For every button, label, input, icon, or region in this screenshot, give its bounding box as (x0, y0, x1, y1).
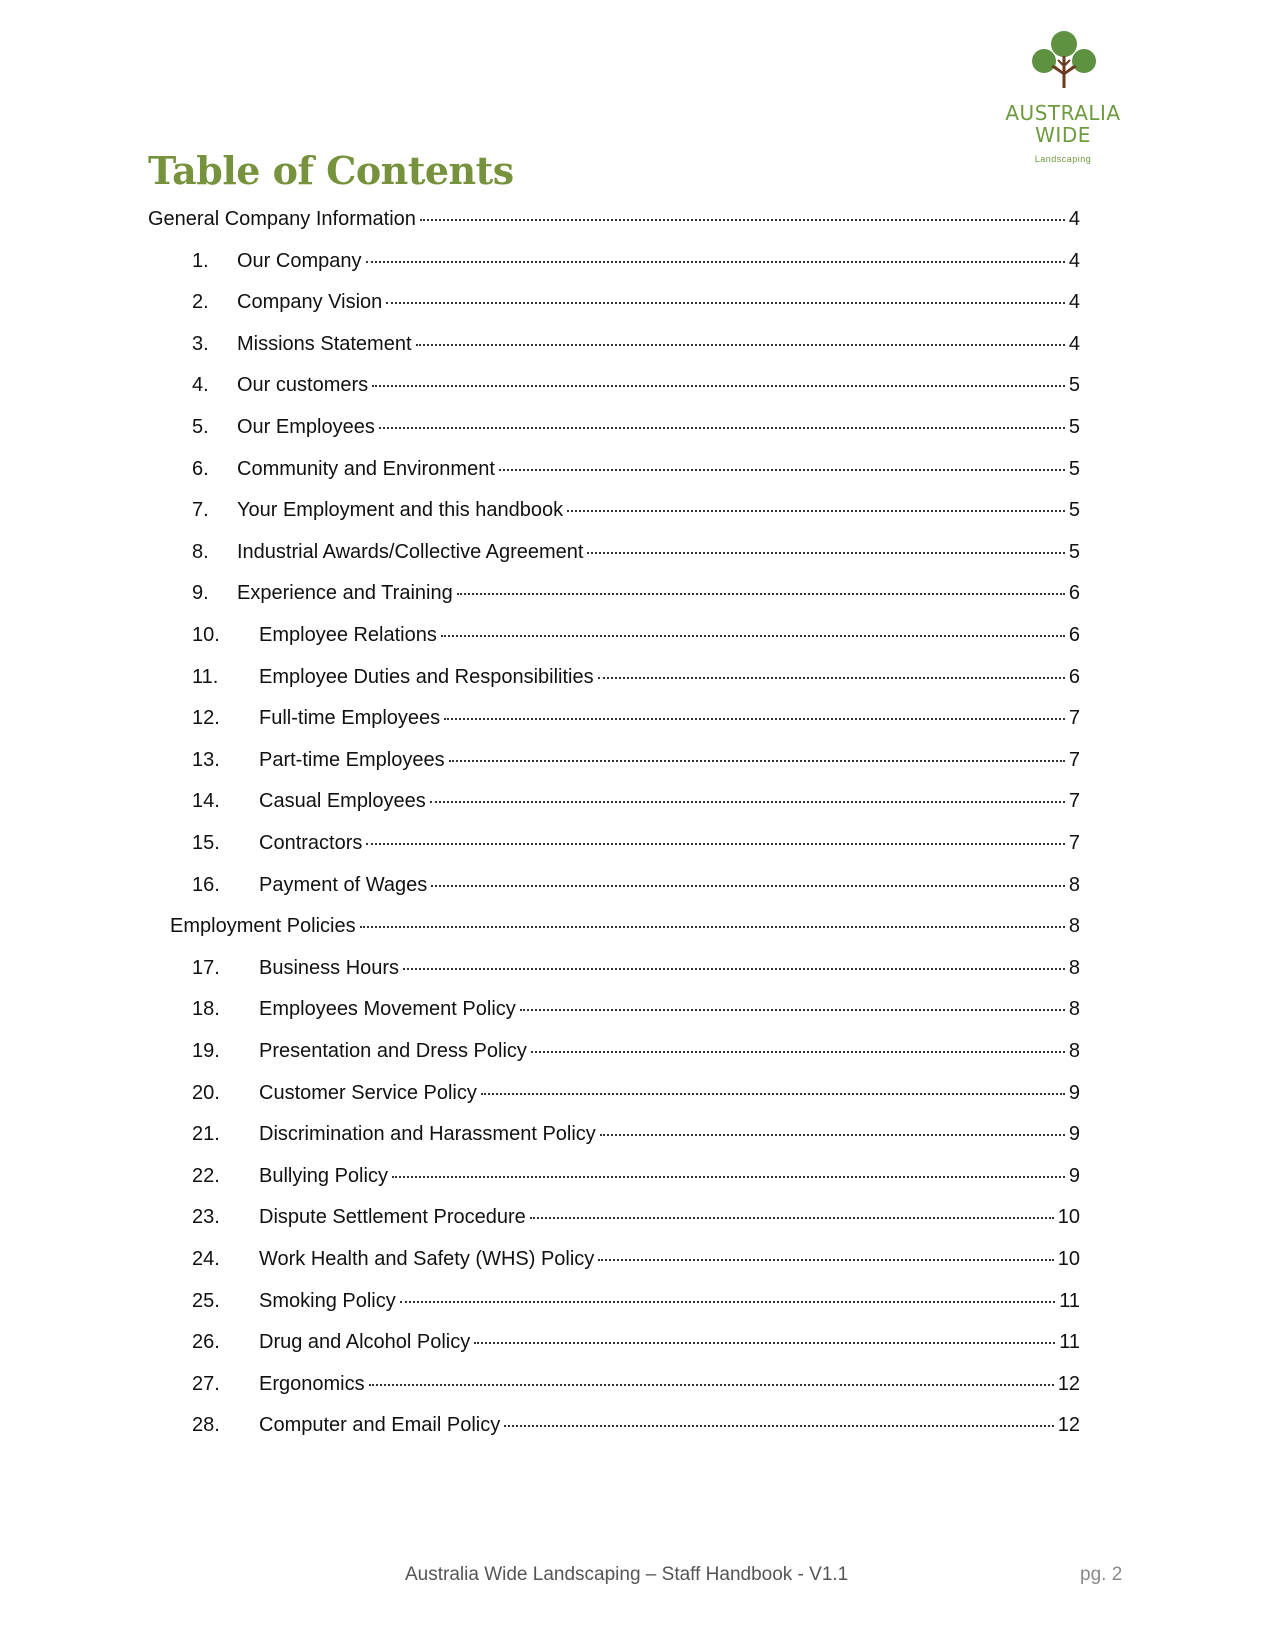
toc-entry-number: 27. (192, 1373, 220, 1395)
toc-dot-leader (369, 1384, 1054, 1386)
toc-entry-title: Industrial Awards/Collective Agreement (237, 541, 584, 563)
toc-entry-number: 24. (192, 1248, 220, 1270)
toc-entry-page: 5 (1068, 499, 1080, 521)
toc-entry-page: 10 (1057, 1206, 1080, 1228)
toc-dot-leader (360, 926, 1065, 928)
logo-name-line1: AUSTRALIA (1005, 101, 1121, 125)
toc-entry-number: 28. (192, 1414, 220, 1436)
toc-dot-leader (386, 302, 1065, 304)
toc-entry-title: Employees Movement Policy (259, 998, 516, 1020)
toc-entry-number: 13. (192, 749, 220, 771)
toc-entry-title: Presentation and Dress Policy (259, 1040, 527, 1062)
toc-dot-leader (587, 552, 1064, 554)
toc-dot-leader (441, 635, 1065, 637)
toc-entry-page: 4 (1068, 208, 1080, 230)
toc-dot-leader (598, 1259, 1053, 1261)
toc-entry[interactable] (192, 1248, 1080, 1278)
toc-entry-title: Contractors (259, 832, 363, 854)
toc-entry[interactable] (192, 1414, 1080, 1444)
toc-entry[interactable] (192, 1331, 1080, 1361)
toc-entry-title: Bullying Policy (259, 1165, 388, 1187)
toc-entry[interactable] (192, 416, 1080, 446)
toc-entry[interactable] (192, 582, 1080, 612)
toc-dot-leader (457, 593, 1065, 595)
toc-entry[interactable] (192, 333, 1080, 363)
toc-dot-leader (372, 385, 1065, 387)
toc-entry-number: 7. (192, 499, 209, 521)
toc-entry-number: 1. (192, 250, 209, 272)
toc-entry[interactable] (192, 1206, 1080, 1236)
toc-entry-number: 17. (192, 957, 220, 979)
toc-entry[interactable] (192, 666, 1080, 696)
toc-entry-number: 10. (192, 624, 220, 646)
toc-entry-title: Work Health and Safety (WHS) Policy (259, 1248, 595, 1270)
toc-entry-title: Our Company (237, 250, 362, 272)
toc-entry[interactable] (192, 957, 1080, 987)
toc-entry-title: Experience and Training (237, 582, 453, 604)
toc-entry-page: 4 (1068, 333, 1080, 355)
toc-entry-number: 25. (192, 1290, 220, 1312)
toc-entry[interactable] (192, 624, 1080, 654)
toc-entry[interactable] (192, 1082, 1080, 1112)
toc-entry-title: Employee Relations (259, 624, 437, 646)
toc-entry-number: 16. (192, 874, 220, 896)
toc-entry-number: 5. (192, 416, 209, 438)
toc-entry-title: Your Employment and this handbook (237, 499, 564, 521)
toc-entry[interactable] (192, 458, 1080, 488)
toc-entry-page: 7 (1068, 707, 1080, 729)
toc-entry-page: 5 (1068, 416, 1080, 438)
footer-document-title: Australia Wide Landscaping – Staff Handbook - V1.1 (405, 1564, 849, 1585)
toc-entry[interactable] (192, 291, 1080, 321)
toc-entry-page: 8 (1068, 998, 1080, 1020)
toc-section-heading[interactable] (148, 208, 1080, 238)
toc-entry-number: 6. (192, 458, 209, 480)
toc-dot-leader (392, 1176, 1065, 1178)
toc-entry-title: Drug and Alcohol Policy (259, 1331, 471, 1353)
toc-entry-page: 7 (1068, 832, 1080, 854)
toc-entry-title: Discrimination and Harassment Policy (259, 1123, 596, 1145)
toc-entry-page: 8 (1068, 957, 1080, 979)
toc-entry-title: Customer Service Policy (259, 1082, 477, 1104)
toc-entry[interactable] (192, 832, 1080, 862)
toc-entry-number: 18. (192, 998, 220, 1020)
toc-entry[interactable] (192, 998, 1080, 1028)
toc-dot-leader (449, 760, 1065, 762)
toc-entry-title: Computer and Email Policy (259, 1414, 501, 1436)
toc-entry[interactable] (192, 1373, 1080, 1403)
toc-dot-leader (420, 219, 1065, 221)
toc-entry-page: 11 (1059, 1331, 1080, 1353)
toc-dot-leader (474, 1342, 1055, 1344)
toc-entry-page: 9 (1068, 1165, 1080, 1187)
toc-entry-title: Employee Duties and Responsibilities (259, 666, 594, 688)
toc-entry-number: 15. (192, 832, 220, 854)
toc-dot-leader (499, 469, 1065, 471)
toc-entry[interactable] (192, 541, 1080, 571)
toc-entry[interactable] (192, 1040, 1080, 1070)
toc-entry[interactable] (192, 250, 1080, 280)
toc-entry-title: Business Hours (259, 957, 400, 979)
toc-dot-leader (531, 1051, 1065, 1053)
toc-entry-title: Casual Employees (259, 790, 426, 812)
toc-entry-page: 8 (1068, 915, 1080, 937)
toc-entry-number: 4. (192, 374, 209, 396)
page-title: Table of Contents (148, 148, 514, 193)
toc-entry-page: 8 (1068, 874, 1080, 896)
toc-entry-number: 19. (192, 1040, 220, 1062)
toc-entry-number: 21. (192, 1123, 220, 1145)
toc-dot-leader (444, 718, 1065, 720)
toc-dot-leader (366, 261, 1065, 263)
toc-dot-leader (481, 1093, 1065, 1095)
company-logo (988, 28, 1138, 168)
toc-entry-title: Missions Statement (237, 333, 412, 355)
toc-entry[interactable] (192, 1290, 1080, 1320)
logo-subtitle: Landscaping (1034, 154, 1092, 164)
toc-entry-title: Full-time Employees (259, 707, 441, 729)
toc-entry-number: 12. (192, 707, 220, 729)
toc-entry-title: Community and Environment (237, 458, 495, 480)
toc-dot-leader (431, 885, 1065, 887)
toc-entry[interactable] (192, 499, 1080, 529)
toc-entry-page: 12 (1057, 1414, 1080, 1436)
toc-entry-number: 11. (192, 666, 219, 688)
toc-entry-page: 5 (1068, 458, 1080, 480)
toc-entry-number: 20. (192, 1082, 220, 1104)
toc-section-heading[interactable] (170, 915, 1080, 945)
toc-entry-title: Our customers (237, 374, 369, 396)
toc-entry-title: Company Vision (237, 291, 383, 313)
toc-entry[interactable] (192, 1165, 1080, 1195)
tree-icon (1031, 30, 1097, 90)
toc-entry-number: 26. (192, 1331, 220, 1353)
toc-dot-leader (379, 427, 1065, 429)
toc-entry-title: Our Employees (237, 416, 375, 438)
toc-entry-title: Smoking Policy (259, 1290, 396, 1312)
toc-entry-number: 23. (192, 1206, 220, 1228)
toc-dot-leader (416, 344, 1065, 346)
toc-entry-title: Dispute Settlement Procedure (259, 1206, 526, 1228)
toc-dot-leader (504, 1425, 1054, 1427)
toc-entry[interactable] (192, 374, 1080, 404)
toc-entry-page: 9 (1068, 1082, 1080, 1104)
toc-entry[interactable] (192, 790, 1080, 820)
toc-entry-page: 4 (1068, 291, 1080, 313)
toc-dot-leader (430, 801, 1065, 803)
toc-dot-leader (600, 1134, 1065, 1136)
toc-entry-page: 5 (1068, 374, 1080, 396)
toc-entry-title: General Company Information (148, 208, 416, 230)
toc-entry-number: 14. (192, 790, 220, 812)
toc-entry-page: 5 (1068, 541, 1080, 563)
toc-dot-leader (400, 1301, 1056, 1303)
toc-entry-title: Part-time Employees (259, 749, 445, 771)
toc-entry-page: 6 (1068, 582, 1080, 604)
toc-entry[interactable] (192, 1123, 1080, 1153)
toc-entry-number: 9. (192, 582, 209, 604)
toc-dot-leader (598, 677, 1065, 679)
toc-entry-page: 7 (1068, 790, 1080, 812)
toc-entry-page: 6 (1068, 666, 1080, 688)
toc-dot-leader (366, 843, 1065, 845)
logo-name-line2: WIDE (1035, 123, 1091, 147)
toc-dot-leader (567, 510, 1065, 512)
toc-entry-title: Employment Policies (170, 915, 356, 937)
toc-entry-page: 4 (1068, 250, 1080, 272)
toc-entry[interactable] (192, 707, 1080, 737)
toc-entry-page: 7 (1068, 749, 1080, 771)
toc-entry-page: 11 (1059, 1290, 1080, 1312)
toc-entry-page: 10 (1057, 1248, 1080, 1270)
toc-entry[interactable] (192, 749, 1080, 779)
toc-entry-number: 3. (192, 333, 209, 355)
toc-entry-page: 9 (1068, 1123, 1080, 1145)
toc-entry[interactable] (192, 874, 1080, 904)
toc-entry-number: 2. (192, 291, 209, 313)
toc-entry-title: Payment of Wages (259, 874, 428, 896)
toc-entry-number: 22. (192, 1165, 220, 1187)
toc-dot-leader (403, 968, 1065, 970)
toc-entry-title: Ergonomics (259, 1373, 365, 1395)
footer-page-number: pg. 2 (1080, 1564, 1123, 1585)
toc-entry-number: 8. (192, 541, 209, 563)
toc-dot-leader (530, 1217, 1054, 1219)
toc-entry-page: 6 (1068, 624, 1080, 646)
toc-dot-leader (520, 1009, 1065, 1011)
toc-entry-page: 12 (1057, 1373, 1080, 1395)
toc-entry-page: 8 (1068, 1040, 1080, 1062)
